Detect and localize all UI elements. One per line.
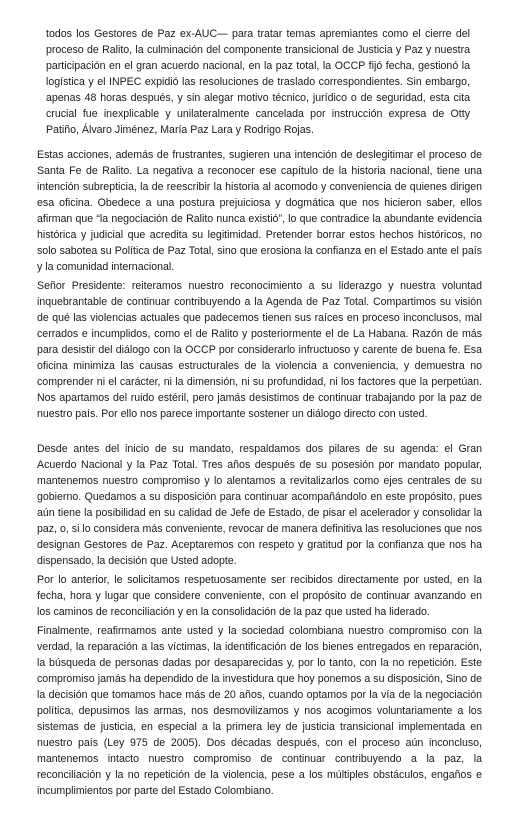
paragraph-ralito-meeting-cancelled: todos los Gestores de Paz ex-AUC— para tratar temas apremiantes como el cierre del proceso de Ralito, la culminación del componente transicional de Justicia y Paz y nuestra participación en el gran acuerdo nacional, en la paz total, la OCCP fijó fecha, gestionó la logística y el INPEC expidió las resoluciones de traslado correspondientes. Sin embargo, apenas 48 horas después, y sin alegar motivo técnico, jurídico o de seguridad, esta cita crucial fue inexplicable y unilateralmente cancelada por instrucción expresa de Otty Patiño, Álvaro Jiménez, María Paz Lara y Rodrigo Rojas.: [46, 28, 470, 136]
paragraph-final-commitment: Finalmente, reafirmamos ante usted y la sociedad colombiana nuestro compromiso con la verdad, la reparación a las víctimas, la identificación de los bienes entregados en reparación, la búsqueda de personas dadas por desaparecidas y, por lo tanto, con la no repetición. Este compromiso jamás ha dependido de la investidura que hoy ponemos a su disposición, Sino de la decisión que tomamos hace más de 20 años, cuando optamos por la vía de la negociación política, depusimos las armas, nos desmovilizamos y nos acogimos voluntariamente a los sistemas de justicia, en especial a la primera ley de justicia transicional implementada en nuestro país (Ley 975 de 2005). Dos décadas después, con el proceso aún inconcluso, mantenemos intacto nuestro compromiso de continuar contribuyendo a la paz, la reconciliación y la no repetición de la violencia, pese a los múltiples obstáculos, engaños e incumplimientos por parte del Estado Colombiano.: [37, 625, 482, 797]
paragraph-support-agenda: Desde antes del inicio de su mandato, respaldamos dos pilares de su agenda: el Gran Acuerdo Nacional y la Paz Total. Tres años después de su posesión por mandato popular, mantenemos nuestro compromiso y lo alentamos a revitalizarlos como ejes centrales de su gobierno. Quedamos a su disposición para continuar acompañándolo en este propósito, pues aún tiene la posibilidad en su calidad de Jefe de Estado, de pisar el acelerador y consolidar la paz, o, si lo considera más conveniente, revocar de manera definitiva las resoluciones que nos designan Gestores de Paz. Aceptaremos con respeto y gratitud por la confianza que nos ha dispensado, la decisión que Usted adopte.: [37, 443, 482, 567]
paragraph-senor-presidente: Señor Presidente: reiteramos nuestro reconocimiento a su liderazgo y nuestra voluntad inquebrantable de continuar contribuyendo a la Agenda de Paz Total. Compartimos su visión de qué las violencias actuales que padecemos tienen sus raíces en proceso inconclusos, mal cerrados e incumplidos, como el de Ralito y posteriormente el de La Habana. Razón de más para desistir del diálogo con la OCCP por considerarlo infructuoso y carente de buena fe. Esa oficina minimiza las causas estructurales de la violencia a conveniencia, y demuestra no comprender ni el carácter, ni la dimensión, ni su profundidad, ni los factores que la perpetúan. Nos apartamos del ruido estéril, pero jamás desistimos de continuar trabajando por la paz de nuestro país. Por ello nos parece importante sostener un diálogo directo con usted.: [37, 280, 482, 420]
paragraph-meeting-request: Por lo anterior, le solicitamos respetuosamente ser recibidos directamente por usted, en la fecha, hora y lugar que considere conveniente, con el propósito de continuar avanzando en los caminos de reconciliación y en la consolidación de la paz que usted ha liderado.: [37, 574, 482, 618]
paragraph-delegitimization: Estas acciones, además de frustrantes, sugieren una intención de deslegitimar el proceso de Santa Fe de Ralito. La negativa a reconocer ese capítulo de la historia nacional, tiene una intención subrepticia, la de reescribir la historia al acomodo y conveniencia de quienes dirigen esa oficina. Obedece a una postura prejuiciosa y dogmática que nos hicieron saber, ellos afirman que “la negociación de Ralito nunca existió”, lo que contradice la abundante evidencia histórica y judicial que acredita su legitimidad. Pretender borrar estos hechos históricos, no solo sabotea su Política de Paz Total, sino que erosiona la confianza en el Estado ante el país y la comunidad internacional.: [37, 149, 482, 273]
